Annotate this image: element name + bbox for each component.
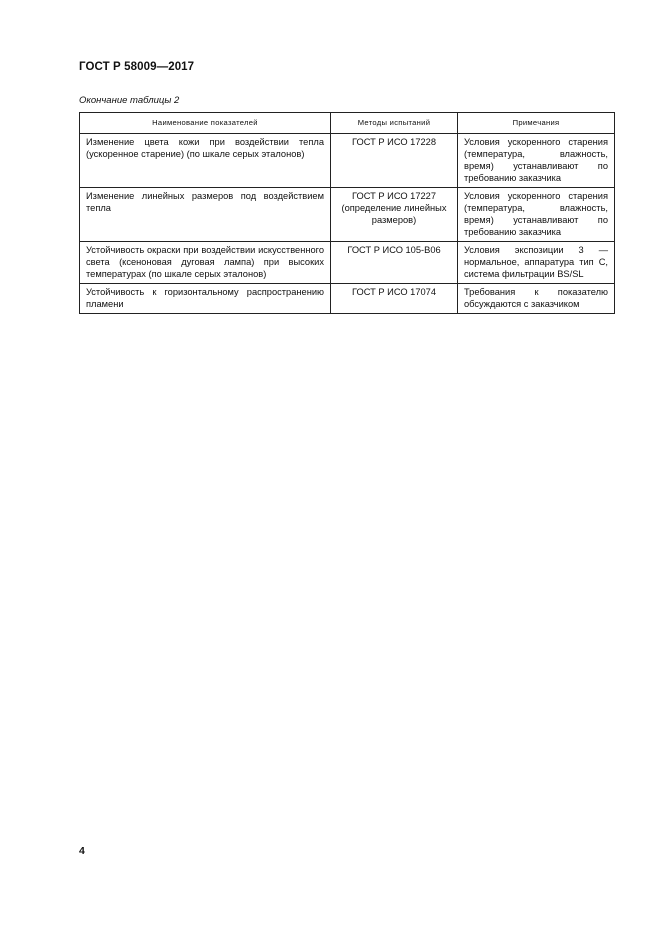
header-indicator-name: Наименование показателей <box>80 113 331 134</box>
note-cell: Условия экспозиции 3 — нормальное, аппаратура тип С, система фильтрации BS/SL <box>458 242 615 284</box>
indicator-name-cell: Устойчивость окраски при воздействии искусственного света (ксеноновая дуговая лампа) при высоких температурах (по шкале серых эталонов) <box>80 242 331 284</box>
table-row <box>80 188 615 242</box>
table-header-row <box>80 113 615 134</box>
header-test-method: Методы испытаний <box>331 113 458 134</box>
note-cell: Требования к показателю обсуждаются с заказчиком <box>458 284 615 314</box>
table-row <box>80 242 615 284</box>
header-notes: Примечания <box>458 113 615 134</box>
table-row <box>80 284 615 314</box>
indicator-name-cell: Изменение цвета кожи при воздействии тепла (ускоренное старение) (по шкале серых эталонов) <box>80 134 331 188</box>
indicator-name-cell: Изменение линейных размеров под воздействием тепла <box>80 188 331 242</box>
test-method-cell: ГОСТ Р ИСО 17228 <box>331 134 458 188</box>
note-cell: Условия ускоренного старения (температура, влажность, время) устанавливают по требованию заказчика <box>458 134 615 188</box>
table-caption: Окончание таблицы 2 <box>79 95 180 106</box>
indicator-name-cell: Устойчивость к горизонтальному распространению пламени <box>80 284 331 314</box>
test-method-cell: ГОСТ Р ИСО 17227 (определение линейных размеров) <box>331 188 458 242</box>
indicators-table <box>79 112 615 314</box>
document-header: ГОСТ Р 58009—2017 <box>79 61 195 73</box>
table-row <box>80 134 615 188</box>
test-method-cell: ГОСТ Р ИСО 105-В06 <box>331 242 458 284</box>
page-number: 4 <box>79 845 85 857</box>
test-method-cell: ГОСТ Р ИСО 17074 <box>331 284 458 314</box>
note-cell: Условия ускоренного старения (температура, влажность, время) устанавливают по требованию заказчика <box>458 188 615 242</box>
